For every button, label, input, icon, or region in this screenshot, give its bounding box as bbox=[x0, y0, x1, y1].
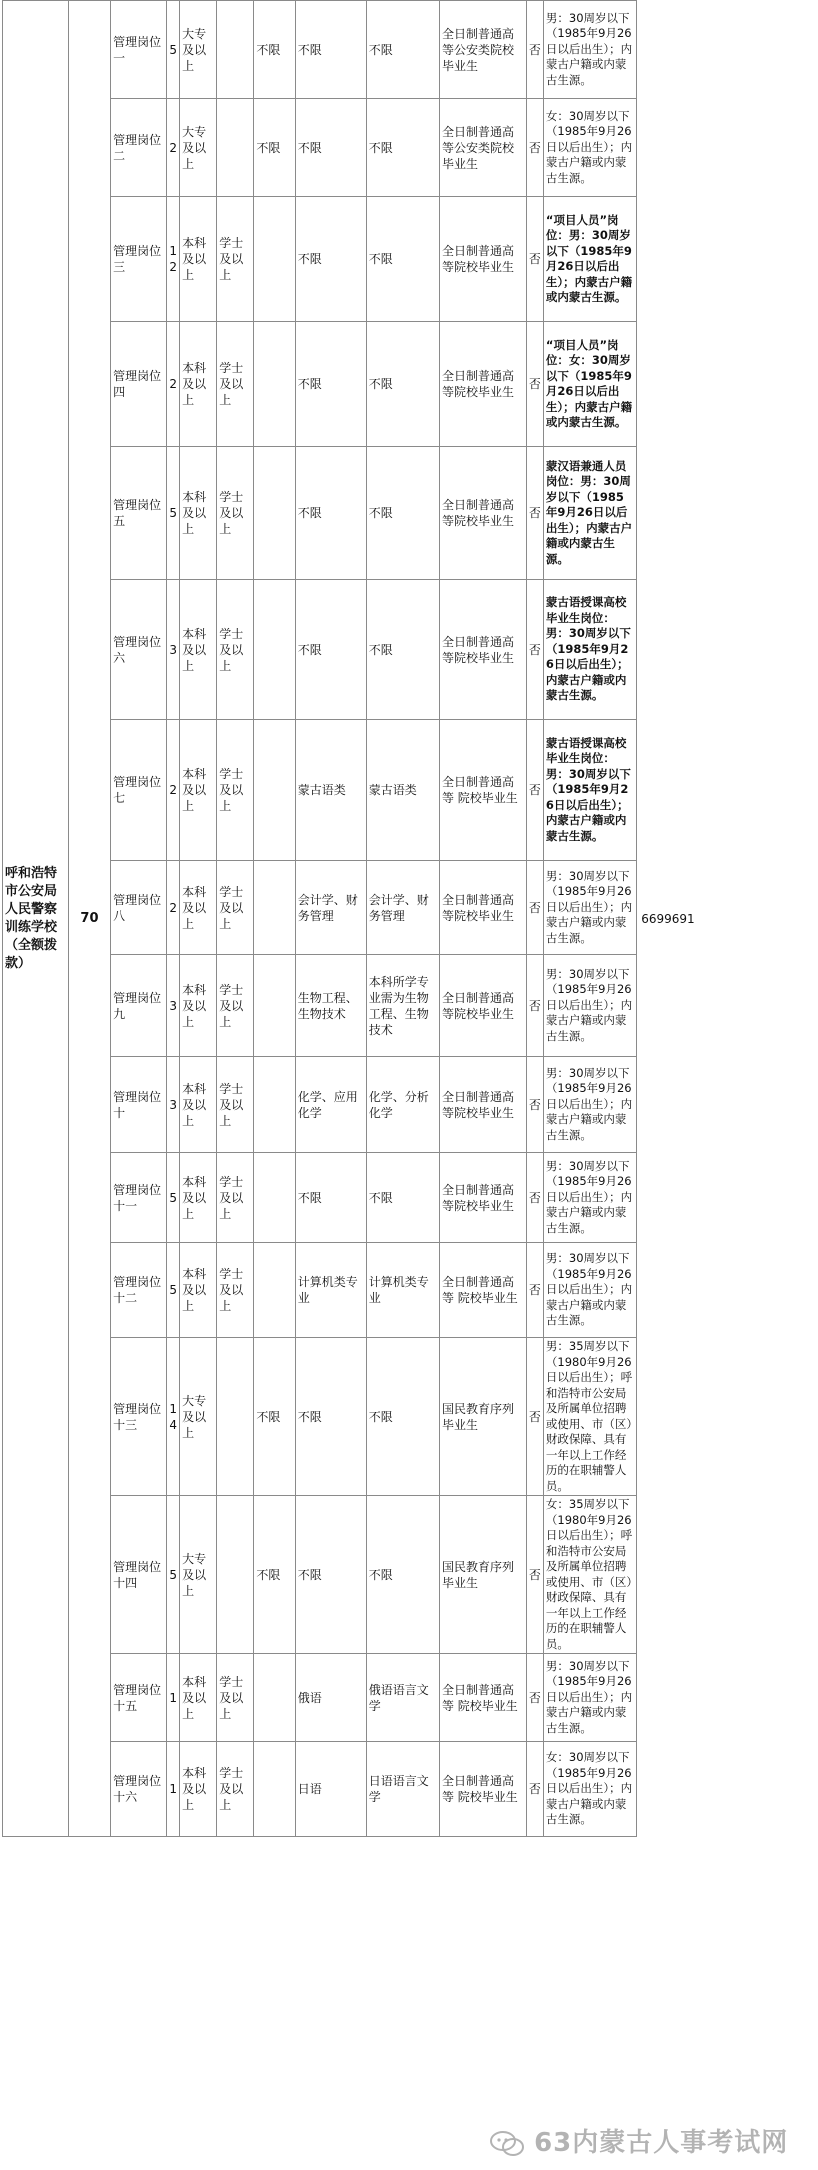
requirement-cell: 国民教育序列毕业生 bbox=[439, 1496, 526, 1654]
table-row bbox=[3, 99, 746, 197]
degree-cell: 学士及以上 bbox=[217, 1654, 254, 1742]
education-cell: 本科及以上 bbox=[180, 720, 217, 861]
age-limit-cell bbox=[254, 1742, 295, 1837]
other-conditions-cell: “项目人员”岗位：男：30周岁以下（1985年9月26日以后出生）；内蒙古户籍或内蒙古生源。 bbox=[543, 197, 636, 322]
other-conditions-cell: 男：30周岁以下（1985年9月26日以后出生）；内蒙古户籍或内蒙古生源。 bbox=[543, 1057, 636, 1153]
grad-major-cell: 不限 bbox=[366, 1338, 439, 1496]
hire-count-cell: 3 bbox=[167, 1057, 180, 1153]
degree-cell: 学士及以上 bbox=[217, 322, 254, 447]
position-name-cell: 管理岗位七 bbox=[111, 720, 167, 861]
education-cell: 本科及以上 bbox=[180, 447, 217, 580]
age-limit-cell bbox=[254, 720, 295, 861]
undergrad-major-cell: 不限 bbox=[295, 1, 366, 99]
other-conditions-cell: 蒙古语授课高校毕业生岗位：男：30周岁以下（1985年9月26日以后出生）；内蒙古户籍或内蒙古生源。 bbox=[543, 720, 636, 861]
requirement-cell: 全日制普通高等院校毕业生 bbox=[439, 861, 526, 955]
flag-cell: 否 bbox=[526, 1153, 543, 1243]
degree-cell bbox=[217, 1, 254, 99]
table-row bbox=[3, 955, 746, 1057]
degree-cell: 学士及以上 bbox=[217, 955, 254, 1057]
education-cell: 本科及以上 bbox=[180, 322, 217, 447]
education-cell: 本科及以上 bbox=[180, 1742, 217, 1837]
undergrad-major-cell: 不限 bbox=[295, 322, 366, 447]
requirement-cell: 全日制普通高等 院校毕业生 bbox=[439, 720, 526, 861]
undergrad-major-cell: 不限 bbox=[295, 580, 366, 720]
requirement-cell: 全日制普通高等院校毕业生 bbox=[439, 197, 526, 322]
undergrad-major-cell: 会计学、财务管理 bbox=[295, 861, 366, 955]
flag-cell: 否 bbox=[526, 955, 543, 1057]
requirement-cell: 全日制普通高等院校毕业生 bbox=[439, 447, 526, 580]
requirement-cell: 全日制普通高等院校毕业生 bbox=[439, 580, 526, 720]
position-name-cell: 管理岗位六 bbox=[111, 580, 167, 720]
education-cell: 本科及以上 bbox=[180, 580, 217, 720]
undergrad-major-cell: 不限 bbox=[295, 1153, 366, 1243]
other-conditions-cell: 女：30周岁以下（1985年9月26日以后出生）；内蒙古户籍或内蒙古生源。 bbox=[543, 1742, 636, 1837]
degree-cell: 学士及以上 bbox=[217, 1057, 254, 1153]
education-cell: 本科及以上 bbox=[180, 1057, 217, 1153]
undergrad-major-cell: 蒙古语类 bbox=[295, 720, 366, 861]
table-row bbox=[3, 1496, 746, 1654]
hire-count-cell: 5 bbox=[167, 1243, 180, 1338]
contact-phone-cell: 6699691 bbox=[641, 911, 695, 926]
education-cell: 大专及以上 bbox=[180, 1338, 217, 1496]
table-row bbox=[3, 720, 746, 861]
education-cell: 本科及以上 bbox=[180, 1654, 217, 1742]
requirement-cell: 全日制普通高等院校毕业生 bbox=[439, 1153, 526, 1243]
age-limit-cell: 不限 bbox=[254, 1338, 295, 1496]
flag-cell: 否 bbox=[526, 99, 543, 197]
hire-count-cell: 5 bbox=[167, 447, 180, 580]
other-conditions-cell: 男：30周岁以下（1985年9月26日以后出生）；内蒙古户籍或内蒙古生源。 bbox=[543, 1153, 636, 1243]
grad-major-cell: 本科所学专业需为生物工程、生物技术 bbox=[366, 955, 439, 1057]
requirement-cell: 全日制普通高等公安类院校毕业生 bbox=[439, 99, 526, 197]
flag-cell: 否 bbox=[526, 197, 543, 322]
degree-cell bbox=[217, 1338, 254, 1496]
grad-major-cell: 不限 bbox=[366, 99, 439, 197]
other-conditions-cell: “项目人员”岗位：女：30周岁以下（1985年9月26日以后出生）；内蒙古户籍或内蒙古生源。 bbox=[543, 322, 636, 447]
requirement-cell: 全日制普通高等院校毕业生 bbox=[439, 322, 526, 447]
age-limit-cell bbox=[254, 580, 295, 720]
requirement-cell: 全日制普通高等院校毕业生 bbox=[439, 955, 526, 1057]
flag-cell: 否 bbox=[526, 1243, 543, 1338]
unit-name-cell: 呼和浩特市公安局人民警察训练学校（全额拨款） bbox=[3, 1, 69, 1837]
position-name-cell: 管理岗位五 bbox=[111, 447, 167, 580]
education-cell: 大专及以上 bbox=[180, 99, 217, 197]
other-conditions-cell: 男：35周岁以下（1980年9月26日以后出生）；呼和浩特市公安局及所属单位招聘或使用、市（区）财政保障、具有一年以上工作经历的在职辅警人员。 bbox=[543, 1338, 636, 1496]
grad-major-cell: 不限 bbox=[366, 447, 439, 580]
degree-cell: 学士及以上 bbox=[217, 1742, 254, 1837]
age-limit-cell: 不限 bbox=[254, 99, 295, 197]
position-name-cell: 管理岗位十二 bbox=[111, 1243, 167, 1338]
hire-count-cell: 2 bbox=[167, 720, 180, 861]
flag-cell: 否 bbox=[526, 580, 543, 720]
position-name-cell: 管理岗位九 bbox=[111, 955, 167, 1057]
undergrad-major-cell: 不限 bbox=[295, 99, 366, 197]
undergrad-major-cell: 不限 bbox=[295, 1496, 366, 1654]
age-limit-cell bbox=[254, 197, 295, 322]
grad-major-cell: 不限 bbox=[366, 197, 439, 322]
table-row bbox=[3, 580, 746, 720]
other-conditions-cell: 男：30周岁以下（1985年9月26日以后出生）；内蒙古户籍或内蒙古生源。 bbox=[543, 1654, 636, 1742]
age-limit-cell bbox=[254, 1057, 295, 1153]
position-name-cell: 管理岗位十三 bbox=[111, 1338, 167, 1496]
education-cell: 大专及以上 bbox=[180, 1496, 217, 1654]
hire-count-cell: 5 bbox=[167, 1, 180, 99]
education-cell: 本科及以上 bbox=[180, 1153, 217, 1243]
table-row bbox=[3, 1153, 746, 1243]
degree-cell bbox=[217, 99, 254, 197]
hire-count-cell: 12 bbox=[167, 197, 180, 322]
education-cell: 本科及以上 bbox=[180, 197, 217, 322]
flag-cell: 否 bbox=[526, 322, 543, 447]
table-row bbox=[3, 447, 746, 580]
degree-cell: 学士及以上 bbox=[217, 447, 254, 580]
undergrad-major-cell: 不限 bbox=[295, 447, 366, 580]
requirement-cell: 全日制普通高等公安类院校毕业生 bbox=[439, 1, 526, 99]
age-limit-cell: 不限 bbox=[254, 1496, 295, 1654]
other-conditions-cell: 女：30周岁以下（1985年9月26日以后出生）；内蒙古户籍或内蒙古生源。 bbox=[543, 99, 636, 197]
requirement-cell: 全日制普通高等院校毕业生 bbox=[439, 1057, 526, 1153]
hire-count-cell: 3 bbox=[167, 955, 180, 1057]
age-limit-cell bbox=[254, 322, 295, 447]
position-name-cell: 管理岗位十四 bbox=[111, 1496, 167, 1654]
education-cell: 本科及以上 bbox=[180, 955, 217, 1057]
requirement-cell: 全日制普通高等 院校毕业生 bbox=[439, 1243, 526, 1338]
undergrad-major-cell: 不限 bbox=[295, 197, 366, 322]
table-row bbox=[3, 322, 746, 447]
flag-cell: 否 bbox=[526, 447, 543, 580]
other-conditions-cell: 蒙汉语兼通人员岗位：男：30周岁以下（1985年9月26日以后出生）；内蒙古户籍或内蒙古生源。 bbox=[543, 447, 636, 580]
flag-cell: 否 bbox=[526, 1742, 543, 1837]
table-row bbox=[3, 197, 746, 322]
other-conditions-cell: 男：30周岁以下（1985年9月26日以后出生）；内蒙古户籍或内蒙古生源。 bbox=[543, 955, 636, 1057]
requirement-cell: 全日制普通高等 院校毕业生 bbox=[439, 1742, 526, 1837]
position-name-cell: 管理岗位十一 bbox=[111, 1153, 167, 1243]
undergrad-major-cell: 生物工程、生物技术 bbox=[295, 955, 366, 1057]
table-row bbox=[3, 1742, 746, 1837]
other-conditions-cell: 男：30周岁以下（1985年9月26日以后出生）；内蒙古户籍或内蒙古生源。 bbox=[543, 861, 636, 955]
grad-major-cell: 俄语语言文学 bbox=[366, 1654, 439, 1742]
hire-count-cell: 2 bbox=[167, 861, 180, 955]
requirement-cell: 国民教育序列毕业生 bbox=[439, 1338, 526, 1496]
flag-cell: 否 bbox=[526, 1, 543, 99]
age-limit-cell bbox=[254, 861, 295, 955]
grad-major-cell: 会计学、财务管理 bbox=[366, 861, 439, 955]
table-row bbox=[3, 1, 746, 99]
flag-cell: 否 bbox=[526, 720, 543, 861]
undergrad-major-cell: 俄语 bbox=[295, 1654, 366, 1742]
position-name-cell: 管理岗位八 bbox=[111, 861, 167, 955]
watermark-text: 63内蒙古人事考试网 bbox=[534, 2128, 789, 2158]
age-limit-cell bbox=[254, 1153, 295, 1243]
grad-major-cell: 不限 bbox=[366, 322, 439, 447]
education-cell: 大专及以上 bbox=[180, 1, 217, 99]
grad-major-cell: 蒙古语类 bbox=[366, 720, 439, 861]
position-name-cell: 管理岗位十六 bbox=[111, 1742, 167, 1837]
hire-count-cell: 5 bbox=[167, 1153, 180, 1243]
position-name-cell: 管理岗位十 bbox=[111, 1057, 167, 1153]
flag-cell: 否 bbox=[526, 1496, 543, 1654]
age-limit-cell: 不限 bbox=[254, 1, 295, 99]
watermark bbox=[490, 2122, 790, 2162]
table-row bbox=[3, 1338, 746, 1496]
other-conditions-cell: 男：30周岁以下（1985年9月26日以后出生）；内蒙古户籍或内蒙古生源。 bbox=[543, 1243, 636, 1338]
hire-count-cell: 14 bbox=[167, 1338, 180, 1496]
table-row bbox=[3, 861, 746, 955]
grad-major-cell: 日语语言文学 bbox=[366, 1742, 439, 1837]
education-cell: 本科及以上 bbox=[180, 1243, 217, 1338]
hire-count-cell: 3 bbox=[167, 580, 180, 720]
degree-cell: 学士及以上 bbox=[217, 1153, 254, 1243]
grad-major-cell: 不限 bbox=[366, 580, 439, 720]
table-row bbox=[3, 1654, 746, 1742]
degree-cell: 学士及以上 bbox=[217, 861, 254, 955]
grad-major-cell: 不限 bbox=[366, 1496, 439, 1654]
age-limit-cell bbox=[254, 447, 295, 580]
hire-count-cell: 1 bbox=[167, 1654, 180, 1742]
recruitment-table bbox=[2, 0, 745, 1837]
age-limit-cell bbox=[254, 1243, 295, 1338]
grad-major-cell: 化学、分析化学 bbox=[366, 1057, 439, 1153]
other-conditions-cell: 男：30周岁以下（1985年9月26日以后出生）；内蒙古户籍或内蒙古生源。 bbox=[543, 1, 636, 99]
hire-count-cell: 5 bbox=[167, 1496, 180, 1654]
undergrad-major-cell: 化学、应用化学 bbox=[295, 1057, 366, 1153]
degree-cell: 学士及以上 bbox=[217, 720, 254, 861]
age-limit-cell bbox=[254, 1654, 295, 1742]
degree-cell: 学士及以上 bbox=[217, 580, 254, 720]
hire-count-cell: 2 bbox=[167, 99, 180, 197]
position-name-cell: 管理岗位二 bbox=[111, 99, 167, 197]
hire-count-cell: 1 bbox=[167, 1742, 180, 1837]
table-row bbox=[3, 1243, 746, 1338]
grad-major-cell: 不限 bbox=[366, 1153, 439, 1243]
other-conditions-cell: 女：35周岁以下（1980年9月26日以后出生）；呼和浩特市公安局及所属单位招聘或使用、市（区）财政保障、具有一年以上工作经历的在职辅警人员。 bbox=[543, 1496, 636, 1654]
other-conditions-cell: 蒙古语授课高校毕业生岗位：男：30周岁以下（1985年9月26日以后出生）；内蒙古户籍或内蒙古生源。 bbox=[543, 580, 636, 720]
position-name-cell: 管理岗位十五 bbox=[111, 1654, 167, 1742]
position-name-cell: 管理岗位四 bbox=[111, 322, 167, 447]
total-hires-cell: 70 bbox=[68, 1, 110, 1837]
grad-major-cell: 不限 bbox=[366, 1, 439, 99]
flag-cell: 否 bbox=[526, 1338, 543, 1496]
undergrad-major-cell: 不限 bbox=[295, 1338, 366, 1496]
requirement-cell: 全日制普通高等 院校毕业生 bbox=[439, 1654, 526, 1742]
undergrad-major-cell: 计算机类专业 bbox=[295, 1243, 366, 1338]
degree-cell bbox=[217, 1496, 254, 1654]
grad-major-cell: 计算机类专业 bbox=[366, 1243, 439, 1338]
position-name-cell: 管理岗位三 bbox=[111, 197, 167, 322]
flag-cell: 否 bbox=[526, 1654, 543, 1742]
hire-count-cell: 2 bbox=[167, 322, 180, 447]
undergrad-major-cell: 日语 bbox=[295, 1742, 366, 1837]
degree-cell: 学士及以上 bbox=[217, 197, 254, 322]
age-limit-cell bbox=[254, 955, 295, 1057]
flag-cell: 否 bbox=[526, 1057, 543, 1153]
position-name-cell: 管理岗位一 bbox=[111, 1, 167, 99]
flag-cell: 否 bbox=[526, 861, 543, 955]
wechat-bubble-icon bbox=[490, 2130, 524, 2158]
education-cell: 本科及以上 bbox=[180, 861, 217, 955]
table-row bbox=[3, 1057, 746, 1153]
degree-cell: 学士及以上 bbox=[217, 1243, 254, 1338]
